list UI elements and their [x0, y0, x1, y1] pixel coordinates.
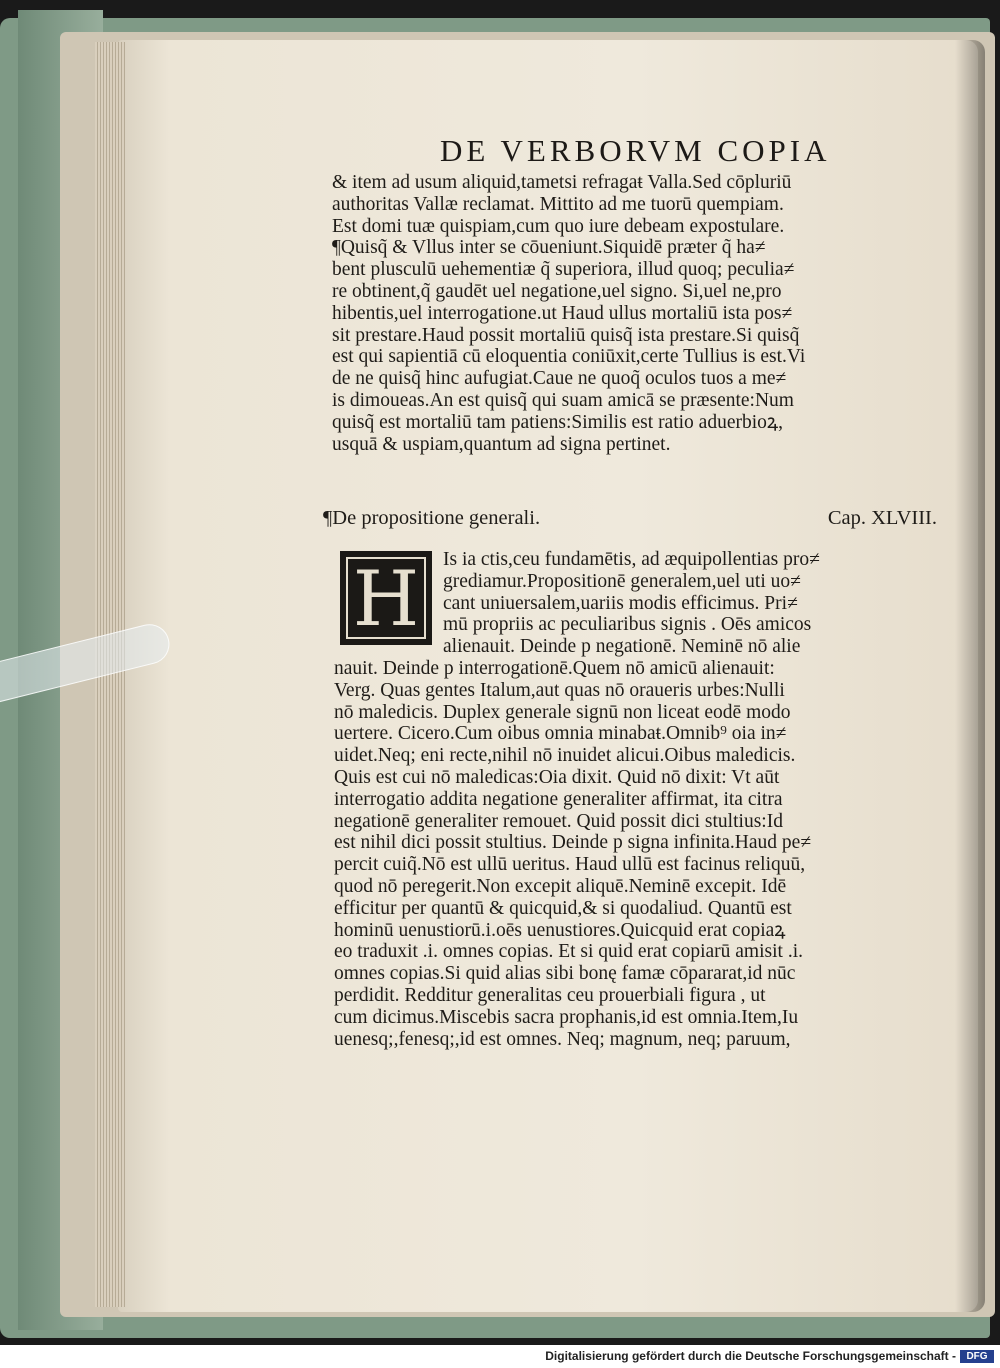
text-line: Verg. Quas gentes Italum,aut quas nō oraueris urbes:Nulli: [334, 679, 785, 701]
text-line: usquā & uspiam,quantum ad signa pertinet.: [332, 433, 671, 455]
text-line: perdidit. Redditur generalitas ceu prouerbiali figura , ut: [334, 984, 766, 1006]
text-line: hominū uenustiorū.i.oēs uenustiores.Quicquid erat copiaꝝ: [334, 919, 786, 941]
text-line: quod nō peregerit.Non excepit aliquē.Neminē excepit. Idē: [334, 875, 787, 897]
text-line: de ne quisq̃ hinc aufugiat.Caue ne quoq̃ oculos tuos a me≠: [332, 368, 787, 390]
text-line: bent plusculū uehementiæ q̃ superiora, illud quoq; peculia≠: [332, 259, 795, 281]
text-line: cum dicimus.Miscebis sacra prophanis,id est omnia.Item,Iu: [334, 1006, 799, 1028]
dfg-logo-icon: DFG: [960, 1350, 994, 1363]
text-line: ¶Quisq̃ & Vllus inter se cōueniunt.Siquidē præter q̃ ha≠: [332, 237, 766, 259]
initial-letter: H: [352, 554, 420, 643]
text-line: Quis est cui nō maledicas:Oia dixit. Quid nō dixit: Vt aūt: [334, 766, 780, 788]
text-line: nō maledicis. Duplex generale signū non liceat eodē modo: [334, 701, 791, 723]
text-line: est nihil dici possit stultius. Deinde p signa infinita.Haud pe≠: [334, 832, 812, 854]
text-line: eo traduxit .i. omnes copias. Et si quid erat copiarū amisit .i.: [334, 941, 803, 963]
text-line: percit cuiq̃.Nō est ullū ueritus. Haud ullū est facinus reliquū,: [334, 854, 806, 876]
text-line: Est domi tuæ quispiam,cum quo iure debeam expostulare.: [332, 215, 785, 237]
footer-credit: Digitalisierung gefördert durch die Deutsche Forschungsgemeinschaft -: [545, 1349, 956, 1363]
text-line: authoritas Vallæ reclamat. Mittito ad me tuorū quempiam.: [332, 193, 784, 215]
chapter-text-block: [334, 549, 940, 1050]
text-line: grediamur.Propositionē generalem,uel uti uo≠: [443, 570, 801, 592]
text-line: alienauit. Deinde p negationē. Neminē nō alie: [443, 636, 801, 658]
text-line: nauit. Deinde p interrogationē.Quem nō amicū alienauit:: [334, 657, 775, 679]
chapter-title: ¶De propositione generali.: [323, 507, 541, 529]
text-line: & item ad usum aliquid,tametsi refragaŧ Valla.Sed cōpluriū: [332, 172, 792, 193]
text-line: Is ia ctis,ceu fundamētis, ad æquipollentias pro≠: [443, 549, 820, 570]
text-line: omnes copias.Si quid alias sibi bonę famæ cōpararat,id nūc: [334, 963, 796, 985]
text-line: uidet.Neq; eni recte,nihil nō inuidet alicui.Oibus maledicis.: [334, 745, 796, 767]
text-line: re obtinent,q̃ gaudēt uel negatione,uel signo. Si,uel ne,pro: [332, 280, 782, 302]
text-line: mū propriis ac peculiaribus signis . Oēs amicos: [443, 614, 812, 636]
text-line: interrogatio addita negatione generaliter affirmat, ita citra: [334, 788, 783, 810]
text-line: cant uniuersalem,uariis modis efficimus. Pri≠: [443, 592, 798, 614]
text-line: negationē generaliter remouet. Quid possit dici stultius:Id: [334, 810, 783, 832]
running-head: DE VERBORVM COPIA: [440, 133, 831, 168]
chapter-number: Cap. XLVIII.: [827, 507, 937, 529]
paragraph-block: [332, 172, 940, 455]
text-line: is dimoueas.An est quisq̃ qui suam amicā se præsente:Num: [332, 389, 794, 411]
text-line: quisq̃ est mortaliū tam patiens:Similis est ratio aduerbioꝝ,: [332, 411, 784, 433]
text-line: efficitur per quantū & quicquid,& si quodaliud. Quantū est: [334, 897, 792, 919]
chapter-heading: [323, 507, 937, 535]
text-line: uenesq;,fenesq;,id est omnes. Neq; magnum, neq; paruum,: [334, 1028, 791, 1050]
page-shadow: [955, 40, 985, 1312]
text-line: sit prestare.Haud possit mortaliū quisq̃ ista prestare.Si quisq̃: [332, 324, 800, 346]
footer-bar: [0, 1345, 1000, 1368]
text-line: est qui sapientiā cū eloquentia coniūxit,certe Tullius is est.Vi: [332, 346, 806, 368]
text-line: hibentis,uel interrogatione.ut Haud ullus mortaliū ista pos≠: [332, 302, 793, 324]
text-line: uertere. Cicero.Cum oibus omnia minabaŧ.Omnib⁹ oia in≠: [334, 723, 787, 745]
